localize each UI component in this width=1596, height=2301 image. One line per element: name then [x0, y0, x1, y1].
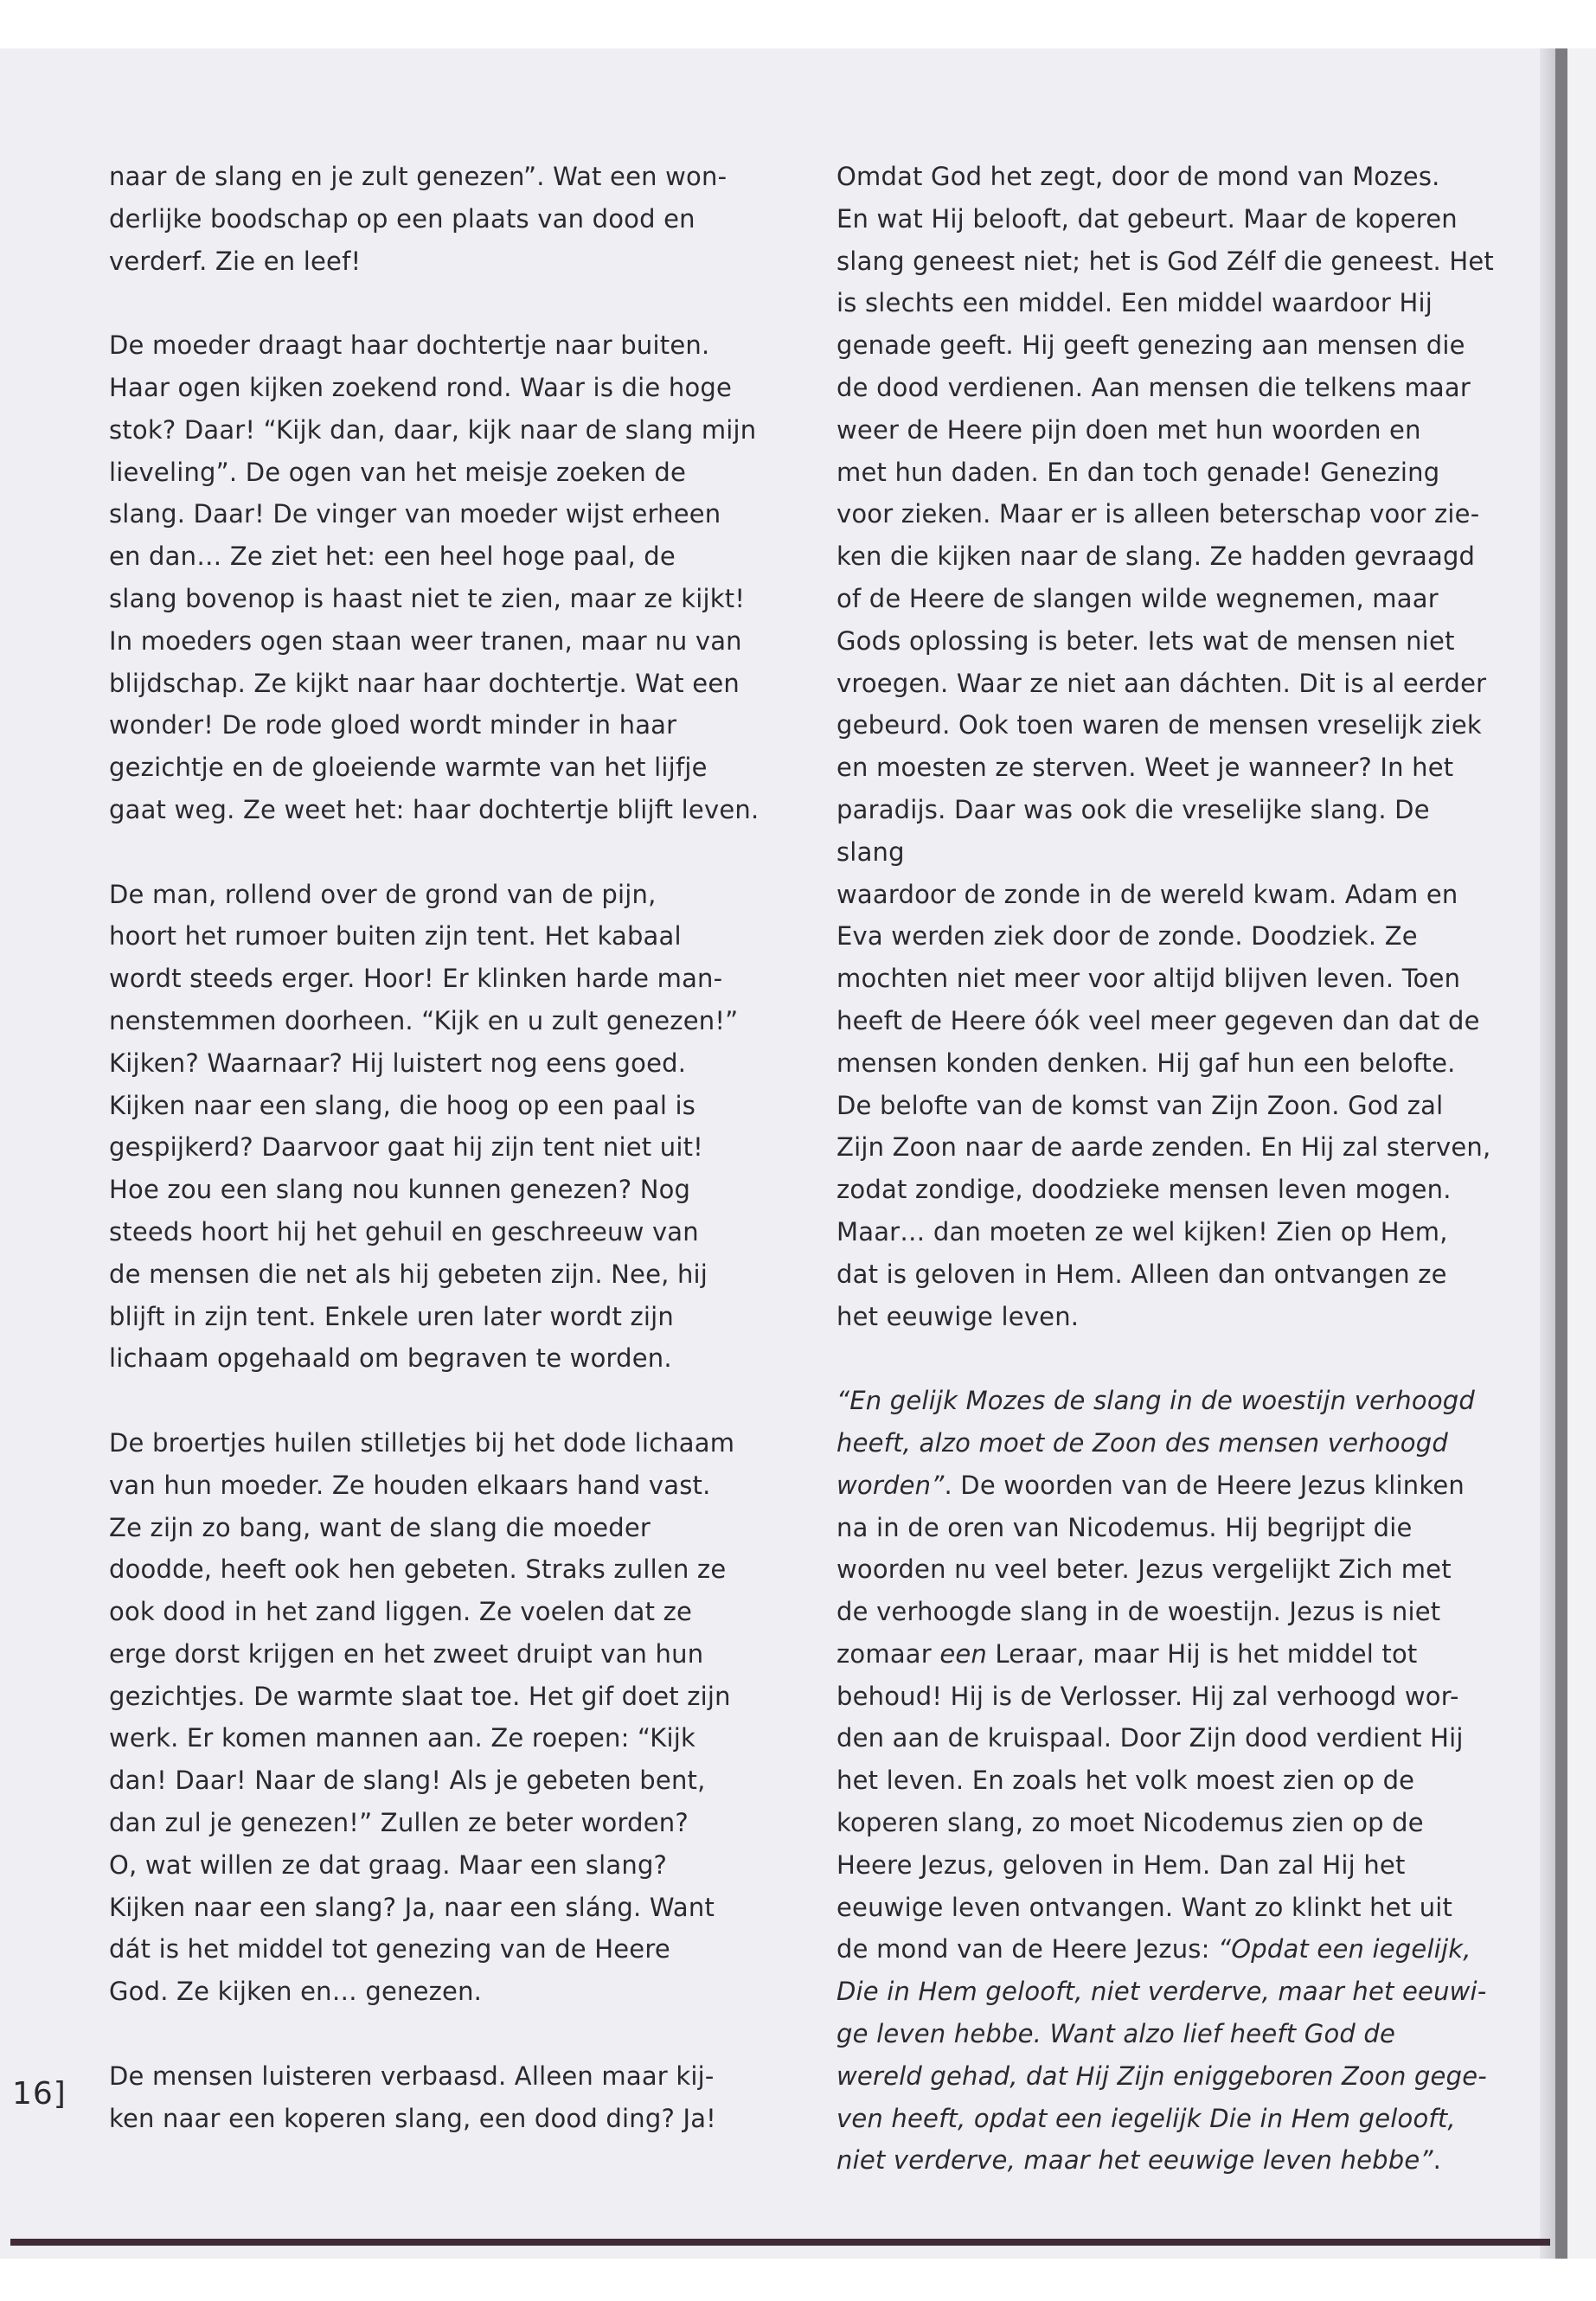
- right-column: [836, 156, 1494, 2182]
- right-quote-paragraph: [836, 1380, 1494, 2182]
- page-edge-right: [1567, 48, 1596, 2259]
- bottom-edge-line: [10, 2239, 1550, 2246]
- left-paragraph-5: De mensen luisteren verbaasd. Alleen maar kij- ken naar een koperen slang, een dood ding? Ja!: [109, 2061, 716, 2133]
- page-fold-shadow: [1540, 48, 1555, 2259]
- quote-end-period: .: [1433, 2145, 1442, 2176]
- bible-quote-john-3-15-16: “Opdat een iegelijk, Die in Hem gelooft, niet verderve, maar het eeuwi- ge leven hebbe. Want alzo lief heeft God de wereld gehad, dat Hij Zijn eniggeboren Zoon gege- ven heeft, opdat een iegelijk Die in Hem gelooft, niet verderve, maar het eeuwige leven hebbe”: [836, 1934, 1487, 2176]
- left-paragraph-1: naar de slang en je zult genezen”. Wat een won- derlijke boodschap op een plaats van dood en verderf. Zie en leef!: [109, 162, 727, 276]
- left-paragraph-3: De man, rollend over de grond van de pijn, hoort het rumoer buiten zijn tent. Het kabaal wordt steeds erger. Hoor! Er klinken harde man- nenstemmen doorheen. “Kijk en u zult genezen!” Kijken? Waarnaar? Hij luistert nog eens goed. Kijken naar een slang, die hoog op een paal is gespijkerd? Daarvoor gaat hij zijn tent niet uit! Hoe zou een slang nou kunnen genezen? Nog steeds hoort hij het gehuil en geschreeuw van de mensen die net als hij gebeten zijn. Nee, hij blijft in zijn tent. Enkele uren later wordt zijn lichaam opgehaald om begraven te worden.: [109, 879, 739, 1374]
- page-number: 16]: [12, 2076, 67, 2112]
- bible-quote-john-3-14: “En gelijk Mozes de slang in de woestijn verhoogd heeft, alzo moet de Zoon des mensen verhoogd worden”: [836, 1386, 1475, 1500]
- left-paragraph-4: De broertjes huilen stilletjes bij het dode lichaam van hun moeder. Ze houden elkaars hand vast. Ze zijn zo bang, want de slang die moeder doodde, heeft ook hen gebeten. Straks zullen ze ook dood in het zand liggen. Ze voelen dat ze erge dorst krijgen en het zweet druipt van hun gezichtjes. De warmte slaat toe. Het gif doet zijn werk. Er komen mannen aan. Ze roepen: “Kijk dan! Daar! Naar de slang! Als je gebeten bent, dan zul je genezen!” Zullen ze beter worden? O, wat willen ze dat graag. Maar een slang? Kijken naar een slang? Ja, naar een sláng. Want dát is het middel tot genezing van de Heere God. Ze kijken en… genezen.: [109, 1427, 735, 2007]
- right-paragraph-1: Omdat God het zegt, door de mond van Mozes. En wat Hij belooft, dat gebeurt. Maar de koperen slang geneest niet; het is God Zélf die geneest. Het is slechts een middel. Een middel waardoor Hij genade geeft. Hij geeft genezing aan mensen die de dood verdienen. Aan mensen die telkens maar weer de Heere pijn doen met hun woorden en met hun daden. En dan toch genade! Genezing voor zieken. Maar er is alleen beterschap voor zie- ken die kijken naar de slang. Ze hadden gevraagd of de Heere de slangen wilde wegnemen, maar Gods oplossing is beter. Iets wat de mensen niet vroegen. Waar ze niet aan dáchten. Dit is al eerder gebeurd. Ook toen waren de mensen vreselijk ziek en moesten ze sterven. Weet je wanneer? In het paradijs. Daar was ook die vreselijke slang. De slang waardoor de zonde in de wereld kwam. Adam en Eva werden ziek door de zonde. Doodziek. Ze mochten niet meer voor altijd blijven leven. Toen heeft de Heere óók veel meer gegeven dan dat de mensen konden denken. Hij gaf hun een belofte. De belofte van de komst van Zijn Zoon. God zal Zijn Zoon naar de aarde zenden. En Hij zal sterven, zodat zondige, doodzieke mensen leven mogen. Maar… dan moeten ze wel kijken! Zien op Hem, dat is geloven in Hem. Alleen dan ontvangen ze het eeuwige leven.: [836, 162, 1494, 1331]
- left-column: [109, 156, 766, 2139]
- quote-commentary-part-2: Leraar, maar Hij is het middel tot behoud! Hij is de Verlosser. Hij zal verhoogd wor- den aan de kruispaal. Door Zijn dood verdient Hij het leven. En zoals het volk moest zien op de koperen slang, zo moet Nicodemus zien op de Heere Jezus, geloven in Hem. Dan zal Hij het eeuwige leven ontvangen. Want zo klinkt het uit de mond van de Heere Jezus:: [836, 1638, 1464, 1965]
- book-spine-edge: [1555, 48, 1567, 2259]
- quote-commentary-part-1: . De woorden van de Heere Jezus klinken na in de oren van Nicodemus. Hij begrijpt die woorden nu veel beter. Jezus vergelijkt Zich met de verhoogde slang in de woestijn. Jezus is niet zomaar: [836, 1470, 1465, 1669]
- left-paragraph-2: De moeder draagt haar dochtertje naar buiten. Haar ogen kijken zoekend rond. Waar is die hoge stok? Daar! “Kijk dan, daar, kijk naar de slang mijn lieveling”. De ogen van het meisje zoeken de slang. Daar! De vinger van moeder wijst erheen en dan… Ze ziet het: een heel hoge paal, de slang bovenop is haast niet te zien, maar ze kijkt! In moeders ogen staan weer tranen, maar nu van blijdschap. Ze kijkt naar haar dochtertje. Wat een wonder! De rode gloed wordt minder in haar gezichtje en de gloeiende warmte van het lijfje gaat weg. Ze weet het: haar dochtertje blijft leven.: [109, 330, 760, 824]
- emphasis-word: een: [939, 1638, 987, 1669]
